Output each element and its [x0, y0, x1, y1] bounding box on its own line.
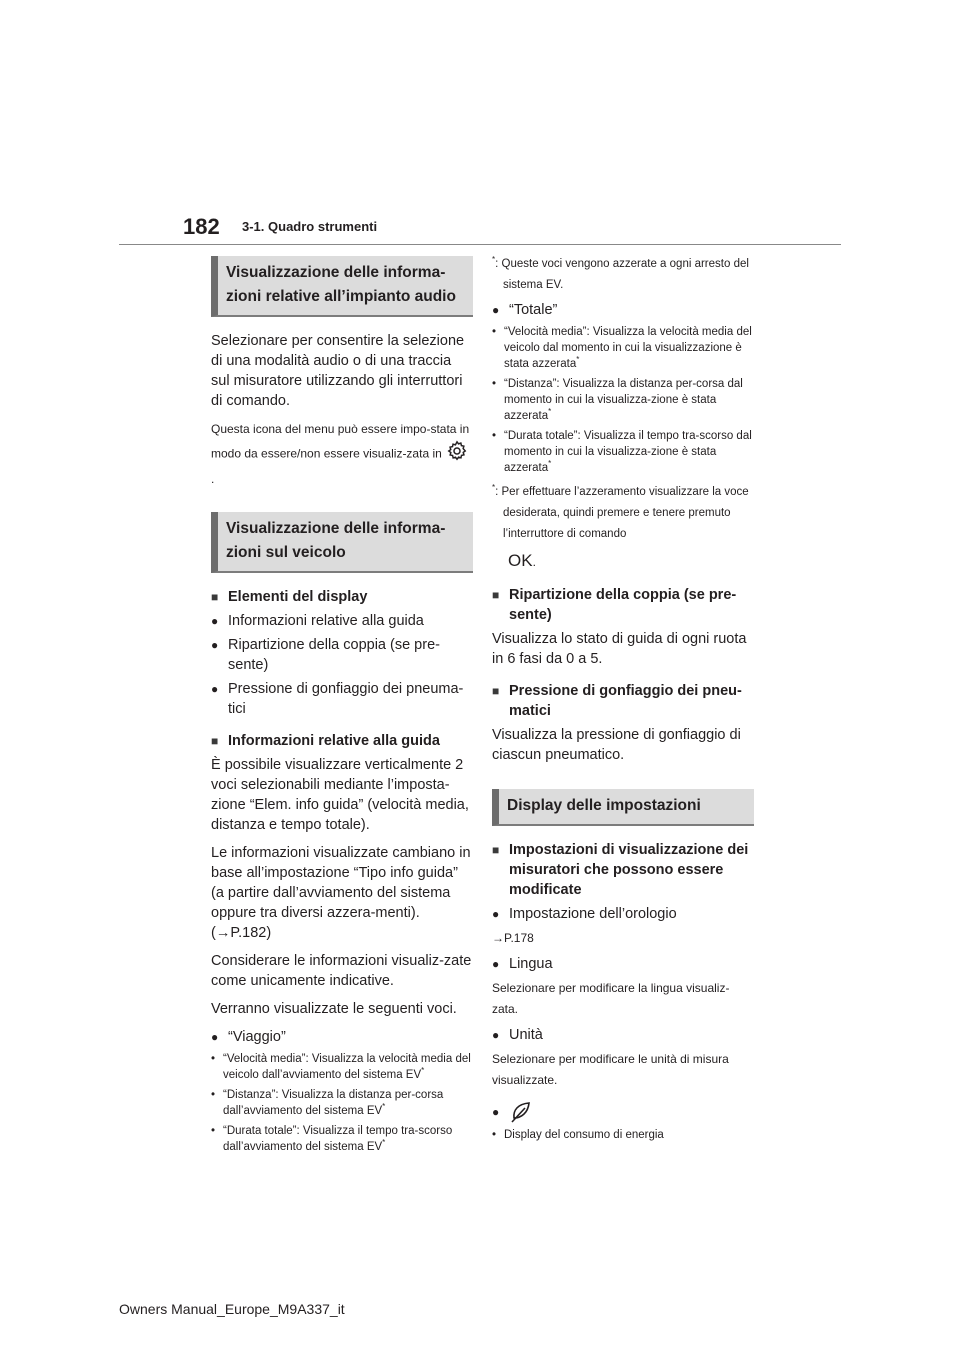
header-rule — [119, 244, 841, 245]
page-reference: →P.178 — [492, 931, 534, 945]
bullet-item: • Display del consumo di energia — [492, 1127, 754, 1143]
paragraph: Considerare le informazioni visualiz-zate come unicamente indicative. — [211, 953, 472, 989]
footnote: *: Queste voci vengono azzerate a ogni arresto del sistema EV. — [492, 255, 749, 291]
list-item-units: ● Unità — [492, 1025, 754, 1045]
subheading-driving-info: ■ Informazioni relative alla guida — [211, 731, 473, 751]
leaf-icon — [509, 1104, 533, 1120]
list-item: ● Ripartizione della coppia (se pre-sente) — [211, 635, 473, 675]
list-item-totale: ● “Totale” — [492, 300, 754, 320]
paragraph: Visualizza lo stato di guida di ogni ruota in 6 fasi da 0 a 5. — [492, 631, 747, 667]
ok-switch-reference: OK. — [508, 551, 536, 570]
bullet-item: • “Distanza”: Visualizza la distanza per-corsa dall’avviamento del sistema EV* — [211, 1087, 473, 1119]
page-number: 182 — [183, 214, 220, 239]
subheading-torque: ■ Ripartizione della coppia (se pre-sente) — [492, 585, 754, 625]
list-item-clock: ● Impostazione dell’orologio — [492, 904, 754, 924]
subheading-settings: ■ Impostazioni di visualizzazione dei misuratori che possono essere modificate — [492, 840, 754, 900]
footer-text: Owners Manual_Europe_M9A337_it — [119, 1301, 345, 1317]
subheading-tire-pressure: ■ Pressione di gonfiaggio dei pneu-matici — [492, 681, 754, 721]
section-heading-settings: Display delle impostazioni — [492, 789, 754, 826]
right-column — [492, 254, 754, 1147]
bullet-item: • “Velocità media”: Visualizza la velocità media del veicolo dal momento in cui la visualizzazione è stata azzerata* — [492, 324, 754, 372]
bullet-item: • “Distanza”: Visualizza la distanza per-corsa dal momento in cui la visualizza-zione è stata azzerata* — [492, 376, 754, 424]
list-item: ● Pressione di gonfiaggio dei pneuma-tici — [211, 679, 473, 719]
list-item-language: ● Lingua — [492, 954, 754, 974]
paragraph: Selezionare per consentire la selezione di una modalità audio o di una traccia sul misuratore utilizzando gli interruttori di comando. — [211, 333, 465, 409]
ok-button-icon: OK — [508, 551, 533, 570]
section-heading-audio: Visualizzazione delle informa-zioni relative all’impianto audio — [211, 256, 473, 317]
paragraph: Selezionare per modificare le unità di misura visualizzate. — [492, 1052, 729, 1087]
gear-icon — [446, 440, 468, 469]
paragraph: Selezionare per modificare la lingua visualiz-zata. — [492, 981, 730, 1016]
list-item-viaggio: ● “Viaggio” — [211, 1027, 473, 1047]
paragraph: Verranno visualizzate le seguenti voci. — [211, 1001, 457, 1017]
subheading-display-items: ■ Elementi del display — [211, 587, 473, 607]
bullet-item: • “Velocità media”: Visualizza la velocità media del veicolo dall’avviamento del sistema EV* — [211, 1051, 473, 1083]
list-item-eco — [492, 1101, 754, 1123]
bullet-item: • “Durata totale”: Visualizza il tempo tra-scorso dal momento in cui la visualizza-zione è stata azzerata* — [492, 428, 754, 476]
list-item: ● Informazioni relative alla guida — [211, 611, 473, 631]
menu-icon-note: Questa icona del menu può essere impo-stata in modo da essere/non essere visualiz-zata in. — [211, 422, 470, 486]
paragraph: Le informazioni visualizzate cambiano in base all’impostazione “Tipo info guida” (a partire dall’avviamento del sistema oppure tra diversi azzera-menti). (→P.182) — [211, 845, 471, 941]
section-heading-vehicle: Visualizzazione delle informa-zioni sul veicolo — [211, 512, 473, 573]
bullet-item: • “Durata totale”: Visualizza il tempo tra-scorso dall’avviamento del sistema EV* — [211, 1123, 473, 1155]
left-column — [211, 256, 473, 1159]
paragraph: Visualizza la pressione di gonfiaggio di ciascun pneumatico. — [492, 727, 741, 763]
paragraph: È possibile visualizzare verticalmente 2 voci selezionabili mediante l’imposta-zione “Elem. info guida” (velocità media, distanza e tempo totale). — [211, 757, 469, 833]
chapter-title: 3-1. Quadro strumenti — [242, 219, 378, 234]
footnote: *: Per effettuare l’azzeramento visualizzare la voce desiderata, quindi premere e tenere premuto l’interruttore di comando — [492, 483, 749, 540]
